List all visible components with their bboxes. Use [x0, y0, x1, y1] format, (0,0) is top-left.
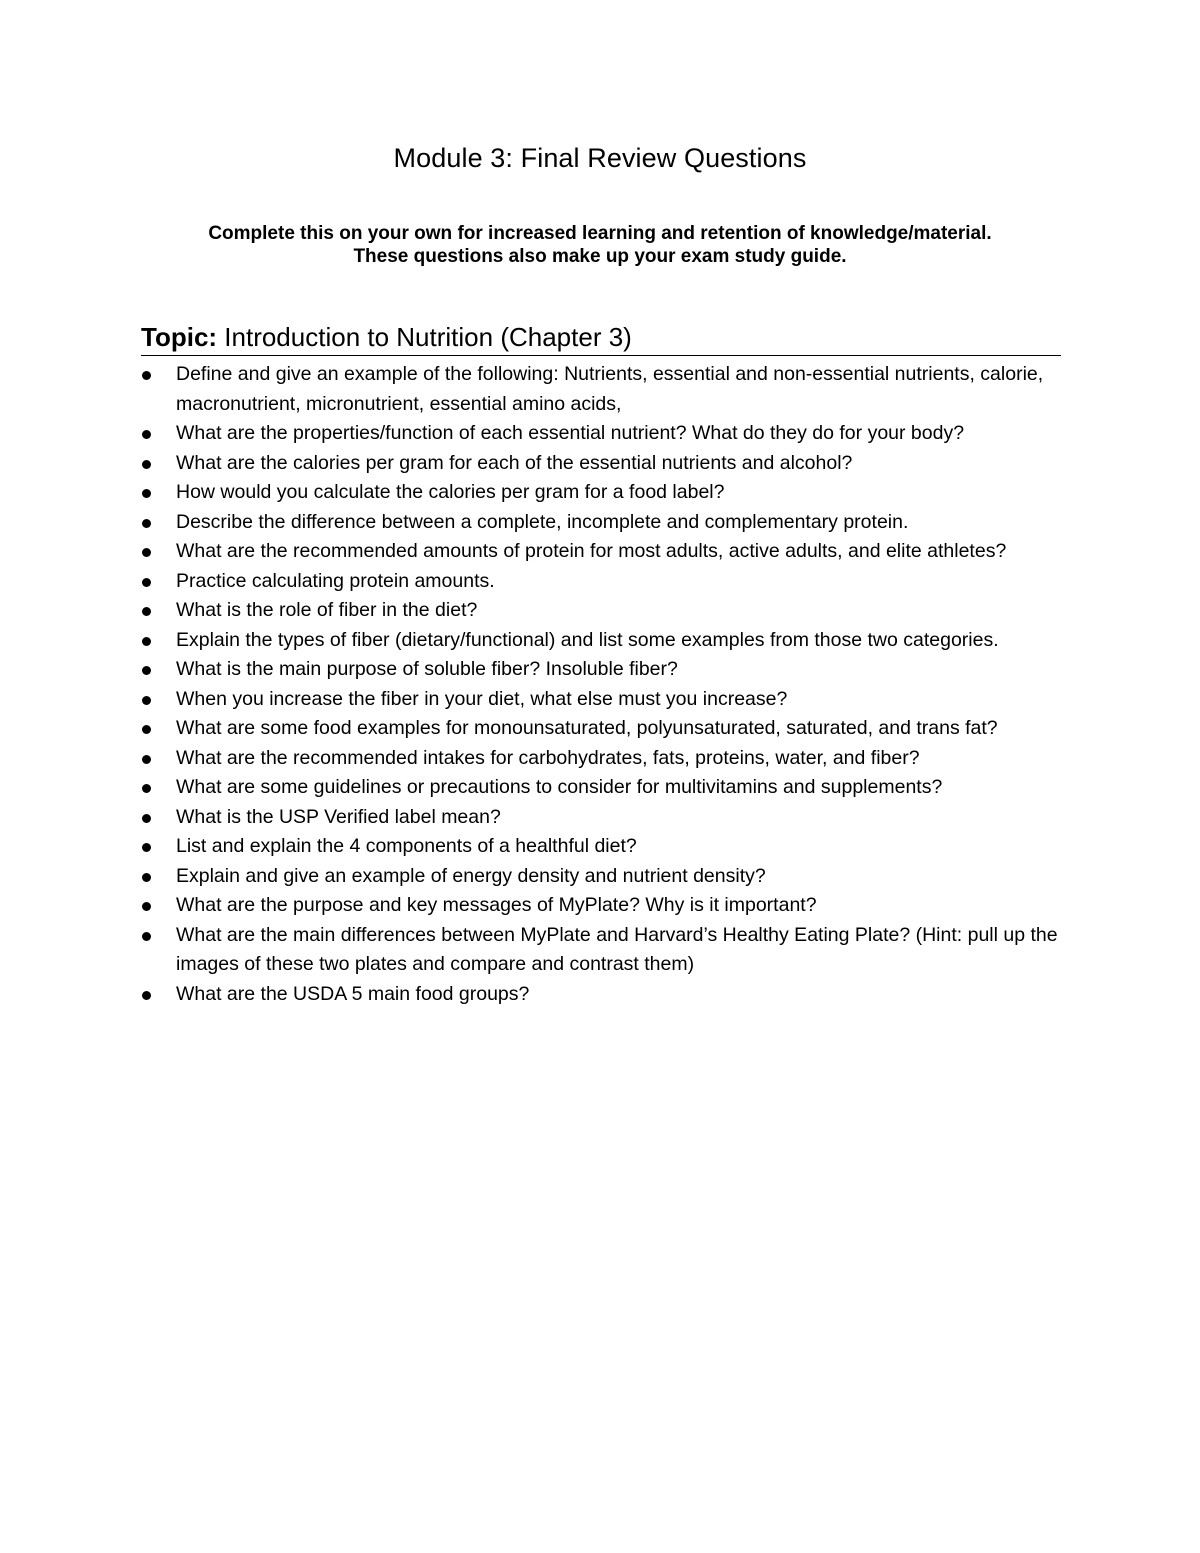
- instructions: [0, 222, 1200, 268]
- question-text: Practice calculating protein amounts.: [176, 569, 495, 592]
- question-item: [176, 773, 1061, 803]
- bullet-icon: [142, 814, 151, 823]
- bullet-icon: [142, 666, 151, 675]
- question-text: Explain the types of fiber (dietary/functional) and list some examples from those two categories.: [176, 628, 999, 651]
- question-item: [176, 567, 1061, 597]
- question-text: What are the USDA 5 main food groups?: [176, 982, 530, 1005]
- bullet-icon: [142, 489, 151, 498]
- question-text: What are some food examples for monounsaturated, polyunsaturated, saturated, and trans fat?: [176, 717, 998, 739]
- bullet-icon: [142, 637, 151, 646]
- bullet-icon: [142, 607, 151, 616]
- question-text: What are the recommended intakes for carbohydrates, fats, proteins, water, and fiber?: [176, 746, 920, 769]
- question-text: How would you calculate the calories per gram for a food label?: [176, 481, 725, 503]
- question-item: [176, 596, 1061, 626]
- question-text: Describe the difference between a complete, incomplete and complementary protein.: [176, 510, 909, 533]
- bullet-icon: [142, 902, 151, 911]
- bullet-icon: [142, 784, 151, 793]
- question-text: What are the purpose and key messages of MyPlate? Why is it important?: [176, 894, 817, 916]
- question-item: [176, 980, 1061, 1010]
- topic-heading: [141, 320, 1061, 356]
- question-item: [176, 832, 1061, 862]
- question-item: [176, 803, 1061, 833]
- question-text: List and explain the 4 components of a healthful diet?: [176, 835, 637, 857]
- question-text: What are the calories per gram for each of the essential nutrients and alcohol?: [176, 451, 853, 474]
- bullet-icon: [142, 725, 151, 734]
- question-text: Explain and give an example of energy density and nutrient density?: [176, 864, 766, 887]
- bullet-icon: [142, 548, 151, 557]
- bullet-icon: [142, 755, 151, 764]
- question-item: [176, 449, 1061, 479]
- question-item: [176, 685, 1061, 715]
- question-text: Define and give an example of the following: Nutrients, essential and non-essential nutrients, calorie, macronutrient, micronutrient, essential amino acids,: [176, 363, 1044, 415]
- question-item: [176, 744, 1061, 774]
- question-item: [176, 419, 1061, 449]
- bullet-icon: [142, 991, 151, 1000]
- question-text: What are the properties/function of each essential nutrient? What do they do for your body?: [176, 422, 965, 444]
- question-text: What is the main purpose of soluble fiber? Insoluble fiber?: [176, 658, 678, 680]
- instructions-line-1: Complete this on your own for increased learning and retention of knowledge/material.: [208, 223, 992, 244]
- question-item: [176, 537, 1061, 567]
- question-item: [176, 508, 1061, 538]
- bullet-icon: [142, 578, 151, 587]
- bullet-icon: [142, 430, 151, 439]
- question-item: [176, 478, 1061, 508]
- question-text: What are the recommended amounts of protein for most adults, active adults, and elite athletes?: [176, 540, 1007, 562]
- topic-label: Topic:: [141, 322, 218, 352]
- question-text: What is the role of fiber in the diet?: [176, 599, 478, 621]
- bullet-icon: [142, 519, 151, 528]
- question-item: [176, 891, 1061, 921]
- question-list: [176, 360, 1061, 1009]
- bullet-icon: [142, 843, 151, 852]
- topic-name: Introduction to Nutrition (Chapter 3): [217, 322, 632, 352]
- question-text: What is the USP Verified label mean?: [176, 805, 501, 828]
- question-text: When you increase the fiber in your diet, what else must you increase?: [176, 687, 788, 710]
- question-item: [176, 921, 1061, 980]
- question-item: [176, 655, 1061, 685]
- bullet-icon: [142, 873, 151, 882]
- bullet-icon: [142, 460, 151, 469]
- question-item: [176, 360, 1061, 419]
- question-item: [176, 626, 1061, 656]
- bullet-icon: [142, 696, 151, 705]
- question-item: [176, 714, 1061, 744]
- question-item: [176, 862, 1061, 892]
- page-title: Module 3: Final Review Questions: [393, 143, 807, 173]
- bullet-icon: [142, 932, 151, 941]
- question-text: What are some guidelines or precautions to consider for multivitamins and supplements?: [176, 776, 943, 798]
- bullet-icon: [142, 371, 151, 380]
- instructions-line-2: These questions also make up your exam study guide.: [353, 246, 847, 267]
- question-text: What are the main differences between MyPlate and Harvard’s Healthy Eating Plate? (Hint: pull up the images of these two plates and compare and contrast them): [176, 923, 1058, 975]
